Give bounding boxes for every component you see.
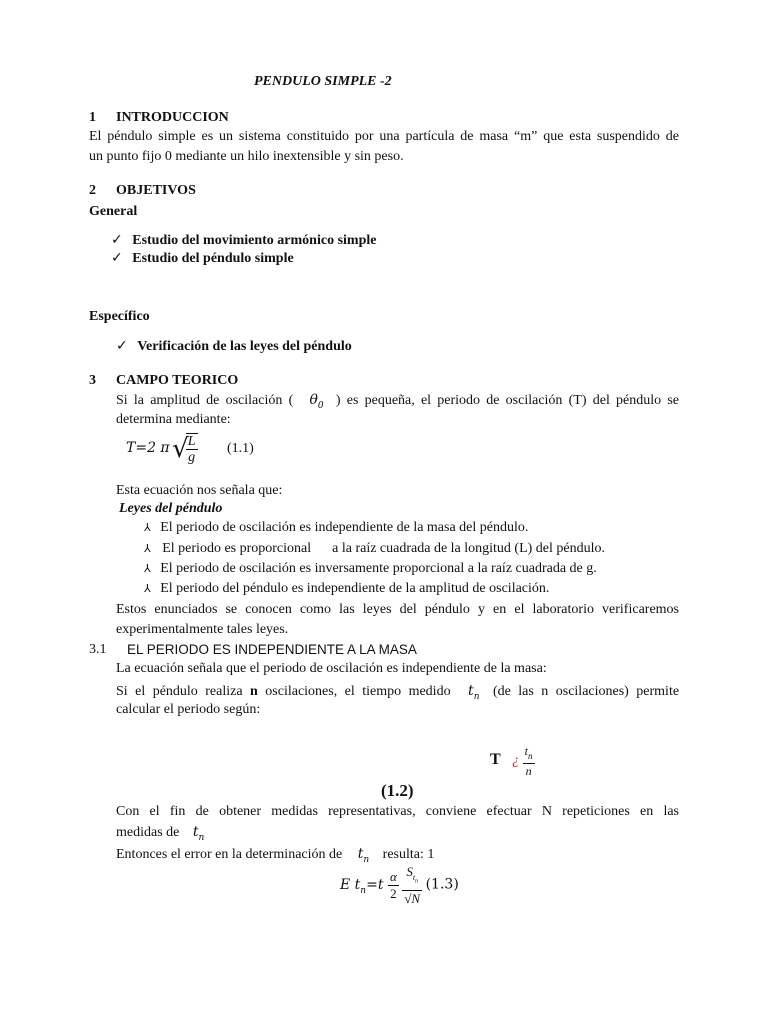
sub31-paragraph-4-line-1: Con el fin de obtener medidas representativas, conviene efectuar N repeticiones en las <box>116 804 679 819</box>
campo-paragraph-line-1: Si la amplitud de oscilación ( $\theta_0$ ) es pequeña, el periodo de oscilación (T) del péndulo se <box>116 392 680 411</box>
sub31-line-2: Si el péndulo realiza n oscilaciones, el tiempo medido $t_n$ (de las n oscilaciones) permite <box>116 683 680 702</box>
general-label: General <box>89 204 138 219</box>
law-item: ⅄ El periodo del péndulo es independiente de la amplitud de oscilación. <box>144 581 550 596</box>
sub31-line-3: calcular el periodo según: <box>116 702 261 717</box>
sub31-line-1: La ecuación señala que el periodo de oscilación es independiente de la masa: <box>116 661 547 676</box>
law-item: ⅄ El periodo de oscilación es inversamente proporcional a la raíz cuadrada de g. <box>144 561 597 576</box>
checkmark-icon: ✓ <box>116 338 128 354</box>
checkmark-icon: ✓ <box>111 250 123 266</box>
triangle-bullet-icon: ⅄ <box>144 521 151 534</box>
campo-paragraph-3-line-2: experimentalmente tales leyes. <box>116 622 289 637</box>
checkmark-icon: ✓ <box>111 232 123 248</box>
section-2-heading: OBJETIVOS <box>116 183 196 198</box>
document-title: PENDULO SIMPLE -2 <box>254 74 392 89</box>
especifico-item: ✓ Verificación de las leyes del péndulo <box>116 338 352 354</box>
subsection-3-1-heading: EL PERIODO ES INDEPENDIENTE A LA MASA <box>127 642 417 657</box>
campo-paragraph-3-line-1: Estos enunciados se conocen como las leyes del péndulo y en el laboratorio verificaremos <box>116 602 679 617</box>
general-item: ✓ Estudio del péndulo simple <box>111 250 294 266</box>
laws-title: Leyes del péndulo <box>119 501 223 516</box>
tn-symbol: $t_n$ <box>524 743 533 761</box>
triangle-bullet-icon: ⅄ <box>144 582 151 595</box>
tn-symbol: $t_n$ <box>357 846 370 865</box>
unrendered-symbol: ¿ <box>512 753 520 768</box>
especifico-label: Específico <box>89 309 150 324</box>
equation-1-1: T=2 π √ $\frac{L}{g}$ (1.1) <box>126 429 254 467</box>
equation-label-1-2: (1.2) <box>381 781 414 800</box>
section-2-number: 2 <box>89 183 96 198</box>
equation-label-1-3: (1.3) <box>425 876 459 893</box>
triangle-bullet-icon: ⅄ <box>144 562 151 575</box>
campo-paragraph-2: Esta ecuación nos señala que: <box>116 483 283 498</box>
law-item: ⅄ El periodo de oscilación es independiente de la masa del péndulo. <box>144 520 529 535</box>
theta-symbol: $\theta_0$ <box>309 392 324 411</box>
equation-1-2: T ¿ $\frac{t_n}{n}$ <box>490 743 533 778</box>
section-1-number: 1 <box>89 110 96 125</box>
section-1-heading: INTRODUCCION <box>116 110 229 125</box>
triangle-bullet-icon: ⅄ <box>144 542 151 555</box>
tn-symbol: $t_n$ <box>192 824 205 843</box>
sqrt-symbol: √ <box>172 433 189 464</box>
equation-1-3: E $t_n=t$ $\frac{\alpha}{2}$ $\frac{S_{t_n}}{√N}$ (1.3) <box>340 864 459 906</box>
tn-symbol: $t_n$ <box>468 683 480 702</box>
sub31-paragraph-4-line-2: medidas de $t_n$ <box>116 824 205 843</box>
campo-paragraph-line-2: determina mediante: <box>116 412 231 427</box>
equation-label-1-1: (1.1) <box>227 441 254 456</box>
subsection-3-1-number: 3.1 <box>89 642 107 657</box>
general-item: ✓ Estudio del movimiento armónico simple <box>111 232 377 248</box>
law-item: ⅄ El periodo es proporcional a la raíz cuadrada de la longitud (L) del péndulo. <box>144 541 606 556</box>
section-3-number: 3 <box>89 373 96 388</box>
section-3-heading: CAMPO TEORICO <box>116 373 239 388</box>
sub31-paragraph-5: Entonces el error en la determinación de $t_n$ resulta: 1 <box>116 846 435 865</box>
intro-paragraph-line-2: un punto fijo 0 mediante un hilo inextensible y sin peso. <box>89 149 404 164</box>
intro-paragraph-line-1: El péndulo simple es un sistema constituido por una partícula de masa “m” que esta suspendido de <box>89 129 679 144</box>
